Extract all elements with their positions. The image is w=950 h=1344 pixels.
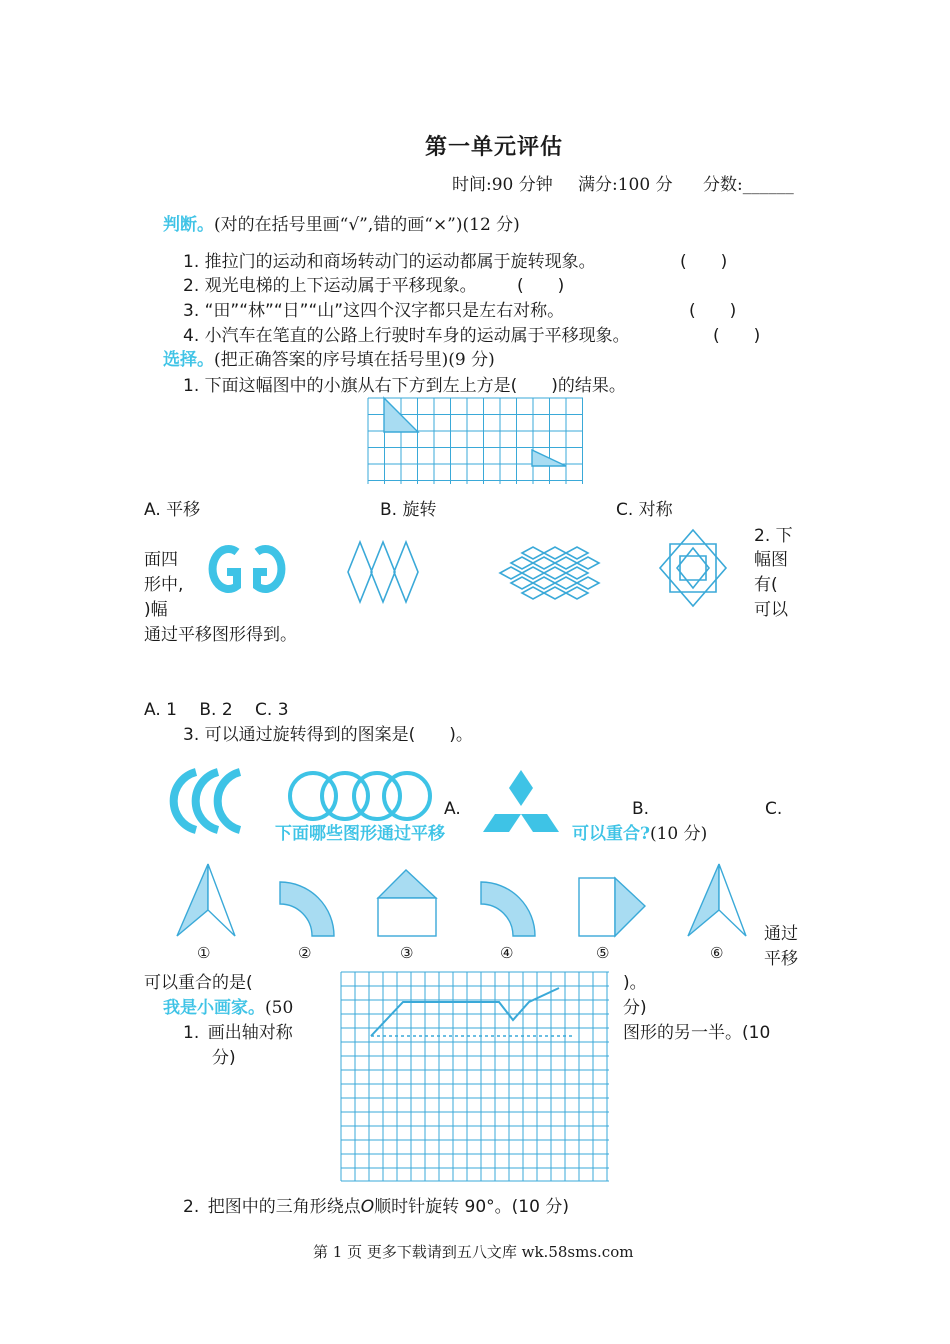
section4-score-left: (50 [265, 998, 294, 1018]
full-score-info: 满分:100 分 [578, 175, 673, 195]
judge-bracket-3: ( ) [689, 301, 737, 321]
section3-heading: 下面哪些图形通过平移 [275, 824, 445, 844]
lattice-rhombus [566, 567, 588, 579]
star-square-figure [660, 528, 726, 608]
lattice-rhombus [533, 577, 555, 589]
gg-letters-figure [207, 542, 287, 596]
section2-instruction: (把正确答案的序号填在括号里)(9 分) [214, 350, 495, 370]
judge-bracket-2: ( ) [517, 276, 565, 296]
shape-label-2: ② [298, 944, 312, 962]
section1-instruction: (对的在括号里画“√”,错的画“×”)(12 分) [214, 215, 520, 235]
q2-text-r3: 有( [754, 575, 778, 595]
judge-bracket-4: ( ) [713, 326, 761, 346]
lattice-rhombus [522, 567, 544, 579]
draw-q2 [183, 1196, 569, 1218]
lattice-rhombus [522, 587, 544, 599]
q3-option-c: C. [765, 799, 783, 819]
judge-bracket-1: ( ) [680, 252, 728, 272]
judge-item-3: 3. “田”“林”“日”“山”这四个汉字都只是左右对称。 [183, 301, 565, 321]
shape-4-figure [479, 880, 537, 938]
q2-text-tail: 通过平移图形得到。 [144, 625, 297, 645]
q1-option-b: B. 旋转 [380, 500, 437, 520]
section3-side-1: 通过 [764, 924, 798, 944]
shape-label-5: ⑤ [596, 944, 610, 962]
shape-label-1: ① [197, 944, 211, 962]
three-diamonds-figure [483, 770, 559, 834]
lattice-rhombus [511, 577, 533, 589]
lattice-rhombus [566, 547, 588, 559]
q1-option-c: C. 对称 [616, 500, 673, 520]
lattice-rhombus [555, 557, 577, 569]
draw-q1-right: 图形的另一半。(10 [623, 1023, 771, 1043]
q3-option-a: A. [444, 799, 461, 819]
section4-score-right: 分) [623, 998, 647, 1018]
lattice-rhombus [544, 567, 566, 579]
q2-text-r1: 2. 下 [754, 526, 793, 546]
page-footer: 第 1 页 更多下载请到五八文库 wk.58sms.com [313, 1243, 634, 1261]
lattice-rhombus [566, 587, 588, 599]
flag-grid-figure [368, 398, 583, 484]
shape-5-figure [577, 876, 647, 938]
shape-3-figure [376, 868, 438, 938]
draw-q1-left: 1. 画出轴对称 [183, 1023, 293, 1043]
lattice-rhombus [500, 567, 522, 579]
lattice-rhombus [533, 557, 555, 569]
shape-label-3: ③ [400, 944, 414, 962]
lattice-rhombus [555, 577, 577, 589]
choice-q3: 3. 可以通过旋转得到的图案是( )。 [183, 725, 473, 745]
section4-heading: 我是小画家。 [163, 998, 265, 1018]
section3-answer-left: 可以重合的是( [144, 973, 253, 993]
section3-side-2: 平移 [764, 949, 798, 969]
shape-6-figure [686, 862, 748, 937]
q2-options: A. 1 B. 2 C. 3 [144, 700, 289, 720]
judge-item-1: 1. 推拉门的运动和商场转动门的运动都属于旋转现象。 [183, 252, 596, 272]
interlocking-rings-figure [287, 770, 432, 822]
lattice-rhombus [544, 587, 566, 599]
symmetry-drawing-grid [341, 972, 609, 1181]
judge-item-4: 4. 小汽车在笔直的公路上行驶时车身的运动属于平移现象。 [183, 326, 630, 346]
half-figure-outline [371, 988, 559, 1036]
score-field: 分数:______ [703, 175, 794, 195]
arcs-figure [170, 770, 248, 832]
section3-heading-2 [572, 823, 707, 845]
rhombus-lattice-figure [492, 542, 587, 600]
time-info: 时间:90 分钟 [452, 175, 553, 195]
draw-q2-text: 2. 把图中的三角形绕点 [183, 1197, 361, 1217]
lattice-rhombus [577, 577, 599, 589]
shape-1-figure [175, 862, 237, 937]
section1-heading: 判断。 [163, 215, 214, 235]
draw-q1-left-2: 分) [212, 1048, 236, 1068]
lattice-rhombus [522, 547, 544, 559]
shape-label-6: ⑥ [710, 944, 724, 962]
page-title: 第一单元评估 [425, 134, 564, 160]
section4-header [163, 997, 293, 1019]
diamond-chain-figure [348, 542, 418, 602]
section3-answer-right: )。 [623, 973, 647, 993]
q2-text-l1: 面四 [144, 550, 178, 570]
q1-option-a: A. 平移 [144, 500, 201, 520]
shape-label-4: ④ [500, 944, 514, 962]
shape-2-figure [278, 880, 336, 938]
section1-header [163, 214, 520, 236]
section3-score: (10 分) [649, 824, 708, 844]
lattice-rhombus [577, 557, 599, 569]
q2-text-l3: )幅 [144, 600, 168, 620]
judge-item-2: 2. 观光电梯的上下运动属于平移现象。 [183, 276, 477, 296]
section2-header [163, 349, 495, 371]
choice-q1: 1. 下面这幅图中的小旗从右下方到左上方是( )的结果。 [183, 376, 626, 396]
section2-heading: 选择。 [163, 350, 214, 370]
lattice-rhombus [511, 557, 533, 569]
q2-text-r2: 幅图 [754, 550, 788, 570]
point-o-label: O [360, 1197, 375, 1217]
q2-text-l2: 形中, [144, 575, 184, 595]
q2-text-r4: 可以 [754, 600, 788, 620]
lattice-rhombus [544, 547, 566, 559]
section3-heading-2-text: 可以重合? [572, 824, 650, 844]
q3-option-b: B. [632, 799, 650, 819]
draw-q2-text-2: 顺时针旋转 90°。(10 分) [374, 1197, 569, 1217]
